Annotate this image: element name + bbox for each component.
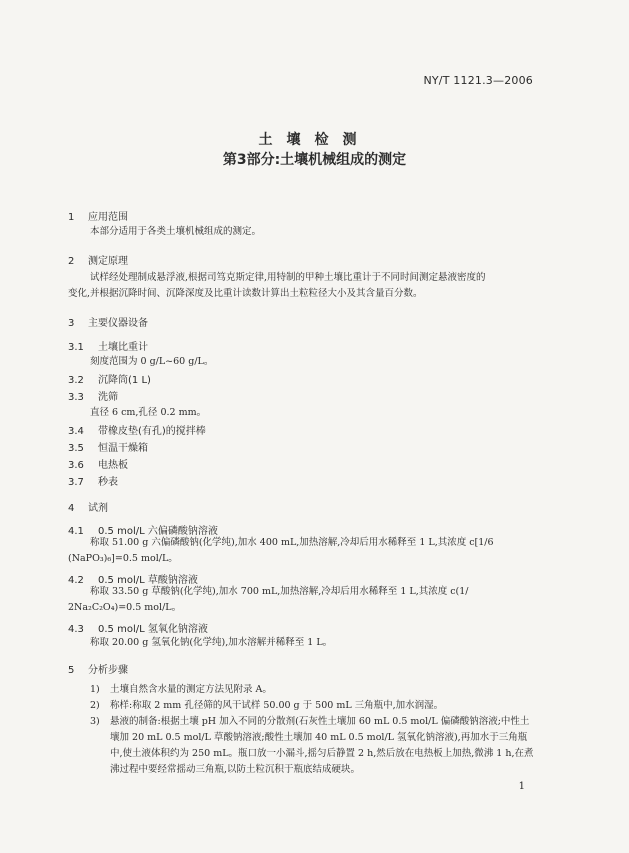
- page-number: 1: [518, 781, 525, 792]
- standard-number: NY/T 1121.3—2006: [423, 74, 533, 87]
- item-4-1: 4.1 0.5 mol/L 六偏磷酸钠溶液: [68, 526, 218, 537]
- item-4-3-text: 称取 20.00 g 氢氧化钠(化学纯),加水溶解并稀释至 1 L。: [90, 637, 333, 648]
- item-3-3-text: 直径 6 cm,孔径 0.2 mm。: [90, 407, 207, 418]
- item-4-2-text: 称取 33.50 g 草酸钠(化学纯),加水 700 mL,加热溶解,冷却后用水稀释至 1 L,其浓度 c(1/ 2Na₂C₂O₄)=0.5 mol/L。: [68, 586, 469, 613]
- item-3-7: 3.7 秒表: [68, 477, 118, 488]
- document-page: NY/T 1121.3—2006 土壤检测 第3部分:土壤机械组成的测定 1 应用范围 本部分适用于各类土壤机械组成的测定。 2 测定原理 试样经处理制成悬浮液,根据司笃克斯定律,用特制的甲种土壤比重计于不同时间测定悬液密度的 变化,并根据沉降时间、沉降深度及比重计读数计算出土粒粒径大小及其含量百分数。 3 主要仪器设备 3.1 土壤比重计 刻度范围为 0 g/L~60 g/L。 3.2 沉降筒(1 L) 3.3 洗筛 直径 6 cm,孔径 0.2 mm。 3.4 带橡皮垫(有孔)的搅拌棒 3.5 恒温干燥箱 3.6 电热板 3.7 秒表 4 试剂 4.1 0.5 mol/L 六偏磷酸钠溶液 称取 51.00 g 六偏磷酸钠(化学纯),加水 400 mL,加热溶解,冷却后用水稀释至 1 L,其浓度 c[1/6 (NaPO₃)₆]=0.5 mol/L。 4.2 0.5 mol/L 草酸钠溶液 称取 33.50 g 草酸钠(化学纯),加水 700 mL,加热溶解,冷却后用水稀释至 1 L,其浓度 c(1/ 2Na₂C₂O₄)=0.5 mol/L。 4.3 0.5 mol/L 氢氧化钠溶液 称取 20.00 g 氢氧化钠(化学纯),加水溶解并稀释至 1 L。 5 分析步骤 1) 土壤自然含水量的测定方法见附录 A。 2) 称样:称取 2 mm 孔径筛的风干试样 50.00 g 于 500 mL 三角瓶中,加水润湿。 3) 悬液的制备:根据土壤 pH 加入不同的分散剂(石灰性土壤加 60 mL 0.5 mol/L 偏磷酸钠溶液;中性土壤加 20 mL 0.5 mol/L 草酸钠溶液;酸性土壤加 40 mL 0.5 mol/L 氢氧化钠溶液),再加水于三角瓶中,使土液体积约为 250 mL。瓶口放一小漏斗,摇匀后静置 2 h,然后放在电热板上加热,微沸 1 h,在煮沸过程中要经常摇动三角瓶,以防土粒沉积于瓶底结成硬块。 1: [0, 0, 629, 853]
- document-title: 土壤检测: [258, 132, 371, 148]
- item-3-4: 3.4 带橡皮垫(有孔)的搅拌棒: [68, 426, 206, 437]
- section-2-text: 试样经处理制成悬浮液,根据司笃克斯定律,用特制的甲种土壤比重计于不同时间测定悬液密度的 变化,并根据沉降时间、沉降深度及比重计读数计算出土粒粒径大小及其含量百分数。: [68, 272, 486, 299]
- item-4-2: 4.2 0.5 mol/L 草酸钠溶液: [68, 575, 198, 586]
- item-3-6: 3.6 电热板: [68, 460, 128, 471]
- item-3-2: 3.2 沉降筒(1 L): [68, 375, 151, 386]
- item-4-3: 4.3 0.5 mol/L 氢氧化钠溶液: [68, 624, 208, 635]
- document-subtitle: 第3部分:土壤机械组成的测定: [222, 152, 407, 168]
- section-4-heading: 4 试剂: [68, 503, 108, 514]
- section-3-heading: 3 主要仪器设备: [68, 318, 148, 329]
- item-4-1-text: 称取 51.00 g 六偏磷酸钠(化学纯),加水 400 mL,加热溶解,冷却后用水稀释至 1 L,其浓度 c[1/6 (NaPO₃)₆]=0.5 mol/L。: [68, 537, 494, 564]
- item-3-3: 3.3 洗筛: [68, 392, 118, 403]
- section-5-heading: 5 分析步骤: [68, 665, 128, 676]
- section-1-heading: 1 应用范围: [68, 212, 128, 223]
- section-2-heading: 2 测定原理: [68, 256, 128, 267]
- item-3-5: 3.5 恒温干燥箱: [68, 443, 148, 454]
- item-3-1-text: 刻度范围为 0 g/L~60 g/L。: [90, 356, 214, 367]
- item-3-1: 3.1 土壤比重计: [68, 342, 148, 353]
- section-1-text: 本部分适用于各类土壤机械组成的测定。: [90, 226, 262, 237]
